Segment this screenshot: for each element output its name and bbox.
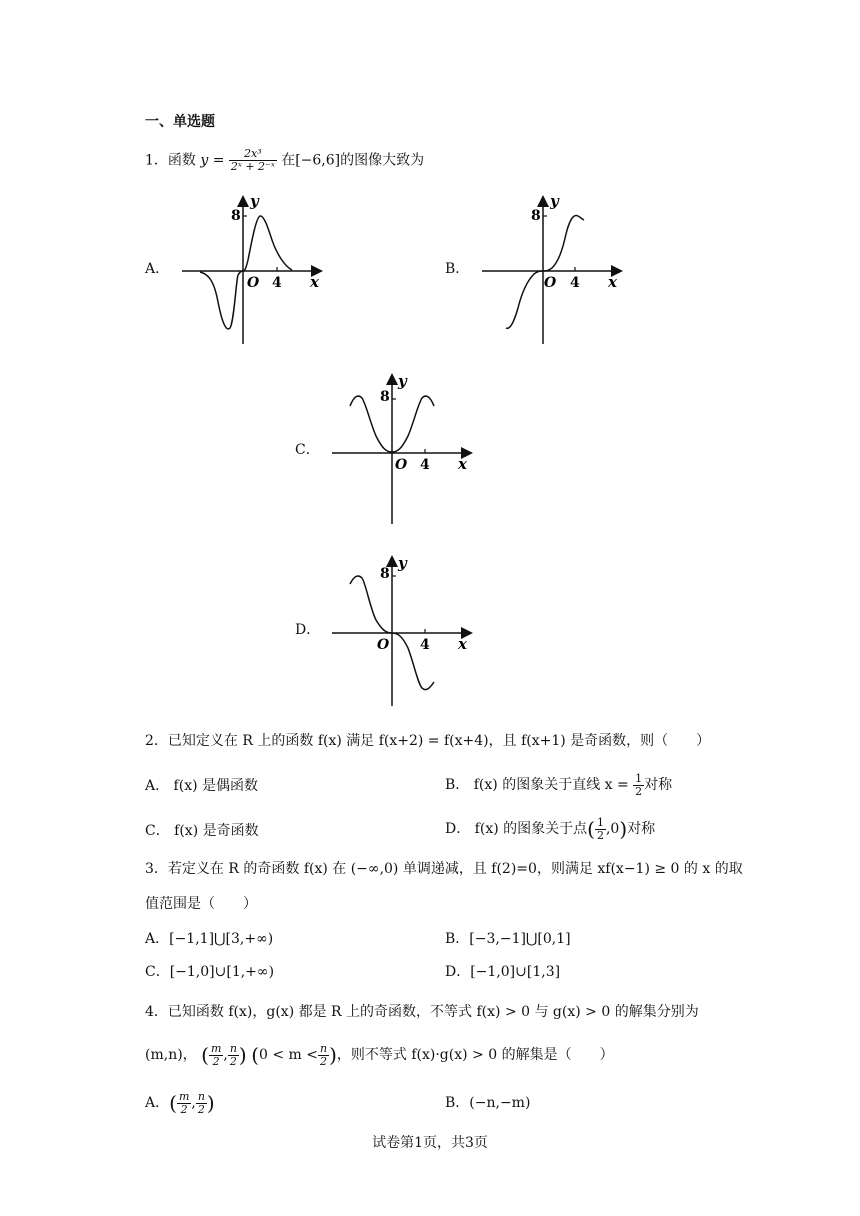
label-y: y	[550, 192, 559, 210]
q1-option-c-label: C．	[295, 442, 320, 458]
section-title: 一、单选题	[145, 114, 215, 130]
label-4: 4	[272, 275, 282, 291]
q4-m-num: m	[210, 1041, 222, 1055]
q2-option-d: D． f(x) 的图象关于点( $\frac{1}{2}$ ,0)对称	[445, 815, 656, 842]
q4-n-den: 2	[229, 1054, 237, 1068]
q3-option-c: C．[−1,0]∪[1,+∞)	[145, 964, 275, 980]
q1-stem	[145, 148, 424, 173]
q2-option-b	[445, 770, 672, 800]
q4-stem-line2: (m,n)， ( $\frac{m}{2}$ , $\frac{n}{2}$ ) (0 < m < $\frac{n}{2}$ )，则不等式 f(x)·g(x) > 0 的解集是（ ）	[145, 1041, 614, 1068]
q2-b-pre: B． f(x) 的图象关于直线 x =	[445, 777, 629, 793]
q2-stem	[145, 732, 710, 750]
q4-n2-den: 2	[320, 1054, 328, 1068]
q2-b-frac	[633, 773, 644, 798]
q2-number: 2．	[145, 733, 168, 749]
label-o: O	[395, 457, 408, 473]
graph-d	[330, 552, 480, 708]
label-o: O	[544, 275, 557, 291]
q1-interval: [−6,6]	[295, 152, 341, 169]
label-4: 4	[420, 457, 430, 473]
q2-stem-text: 已知定义在 R 上的函数 f(x) 满足 f(x+2) = f(x+4)，且 f(x+1) 是奇函数，则（ ）	[167, 733, 711, 749]
label-o: O	[377, 637, 390, 653]
q4-a-frac-n	[196, 1091, 207, 1116]
curve	[506, 216, 584, 329]
q3-line1: 若定义在 R 的奇函数 f(x) 在 (−∞,0) 单调递减，且 f(2)=0，则满足 xf(x−1) ≥ 0 的 x 的取	[167, 861, 743, 877]
q2-d-pre: D． f(x) 的图象关于点	[445, 821, 588, 837]
q4-a-m-num: m	[178, 1089, 190, 1103]
q4-frac-n2	[318, 1043, 329, 1068]
q1-stem-c: 的图像大致为	[340, 152, 425, 169]
q4-l2b: 0 < m <	[259, 1047, 318, 1063]
q4-n2-num: n	[320, 1041, 328, 1055]
q4-a-frac-m	[177, 1091, 191, 1116]
q4-number: 4．	[145, 1004, 168, 1020]
q2-b-post: 对称	[644, 777, 673, 793]
q1-option-b-label: B．	[445, 261, 470, 277]
q2-d-den: 2	[596, 828, 604, 842]
q4-stem-line1	[145, 1003, 699, 1021]
q4-m-den: 2	[212, 1054, 220, 1068]
page-footer: 试卷第1页，共3页	[372, 1135, 488, 1151]
q1-formula-lhs: y =	[200, 152, 225, 169]
label-y: y	[398, 554, 407, 572]
graph-c	[330, 370, 480, 526]
q1-option-a-label: A．	[145, 261, 170, 277]
graph-b	[480, 190, 630, 346]
q2-b-num: 1	[635, 771, 643, 785]
q1-frac-den: 2ˣ + 2⁻ˣ	[230, 160, 275, 173]
label-8: 8	[231, 208, 241, 224]
label-x: x	[310, 273, 319, 291]
label-8: 8	[531, 208, 541, 224]
label-y: y	[398, 372, 407, 390]
label-x: x	[458, 455, 467, 473]
q4-a-pre: A．	[145, 1095, 170, 1111]
q3-option-b: B．[−3,−1]⋃[0,1]	[445, 931, 571, 947]
q3-stem-line2: 值范围是（ ）	[145, 896, 257, 912]
q1-frac-num: 2x³	[229, 148, 277, 161]
label-y: y	[250, 192, 259, 210]
q4-n-num: n	[229, 1041, 237, 1055]
q4-line1: 已知函数 f(x)，g(x) 都是 R 上的奇函数，不等式 f(x) > 0 与 g(x) > 0 的解集分别为	[167, 1004, 699, 1020]
q1-option-d-label: D．	[295, 622, 321, 638]
curve	[200, 216, 292, 329]
q2-d-end: 对称	[627, 821, 656, 837]
q2-b-den: 2	[635, 784, 643, 798]
q3-option-d: D．[−1,0]∪[1,3]	[445, 964, 561, 980]
q3-number: 3．	[145, 861, 168, 877]
q4-option-b: B．(−n,−m)	[445, 1095, 531, 1111]
q2-d-num: 1	[596, 815, 604, 829]
label-o: O	[247, 275, 260, 291]
label-4: 4	[420, 637, 430, 653]
q2-d-frac	[595, 817, 606, 842]
label-8: 8	[380, 389, 390, 405]
q4-a-m-den: 2	[180, 1102, 188, 1116]
q4-l2c: ，则不等式 f(x)·g(x) > 0 的解集是（ ）	[336, 1047, 614, 1063]
label-x: x	[458, 635, 467, 653]
q1-stem-b: 在	[281, 152, 296, 169]
q4-frac-m	[209, 1043, 223, 1068]
graph-a	[180, 190, 330, 346]
q4-frac-n	[228, 1043, 239, 1068]
q2-d-post: ,0	[605, 821, 620, 837]
q2-option-c: C． f(x) 是奇函数	[145, 823, 259, 839]
q2-option-a: A． f(x) 是偶函数	[145, 778, 259, 794]
q3-stem-line1	[145, 860, 743, 878]
label-x: x	[608, 273, 617, 291]
q3-option-a: A．[−1,1]⋃[3,+∞)	[145, 931, 274, 947]
q4-option-a: A．( $\frac{m}{2}$ , $\frac{n}{2}$ )	[145, 1089, 215, 1116]
label-8: 8	[380, 566, 390, 582]
q1-number: 1．	[145, 152, 168, 169]
q1-stem-a: 函数	[167, 152, 196, 169]
q4-l2a: (m,n)，	[145, 1047, 197, 1063]
q4-a-n-den: 2	[197, 1102, 205, 1116]
q4-a-n-num: n	[197, 1089, 205, 1103]
label-4: 4	[570, 275, 580, 291]
q1-fraction	[229, 148, 277, 173]
